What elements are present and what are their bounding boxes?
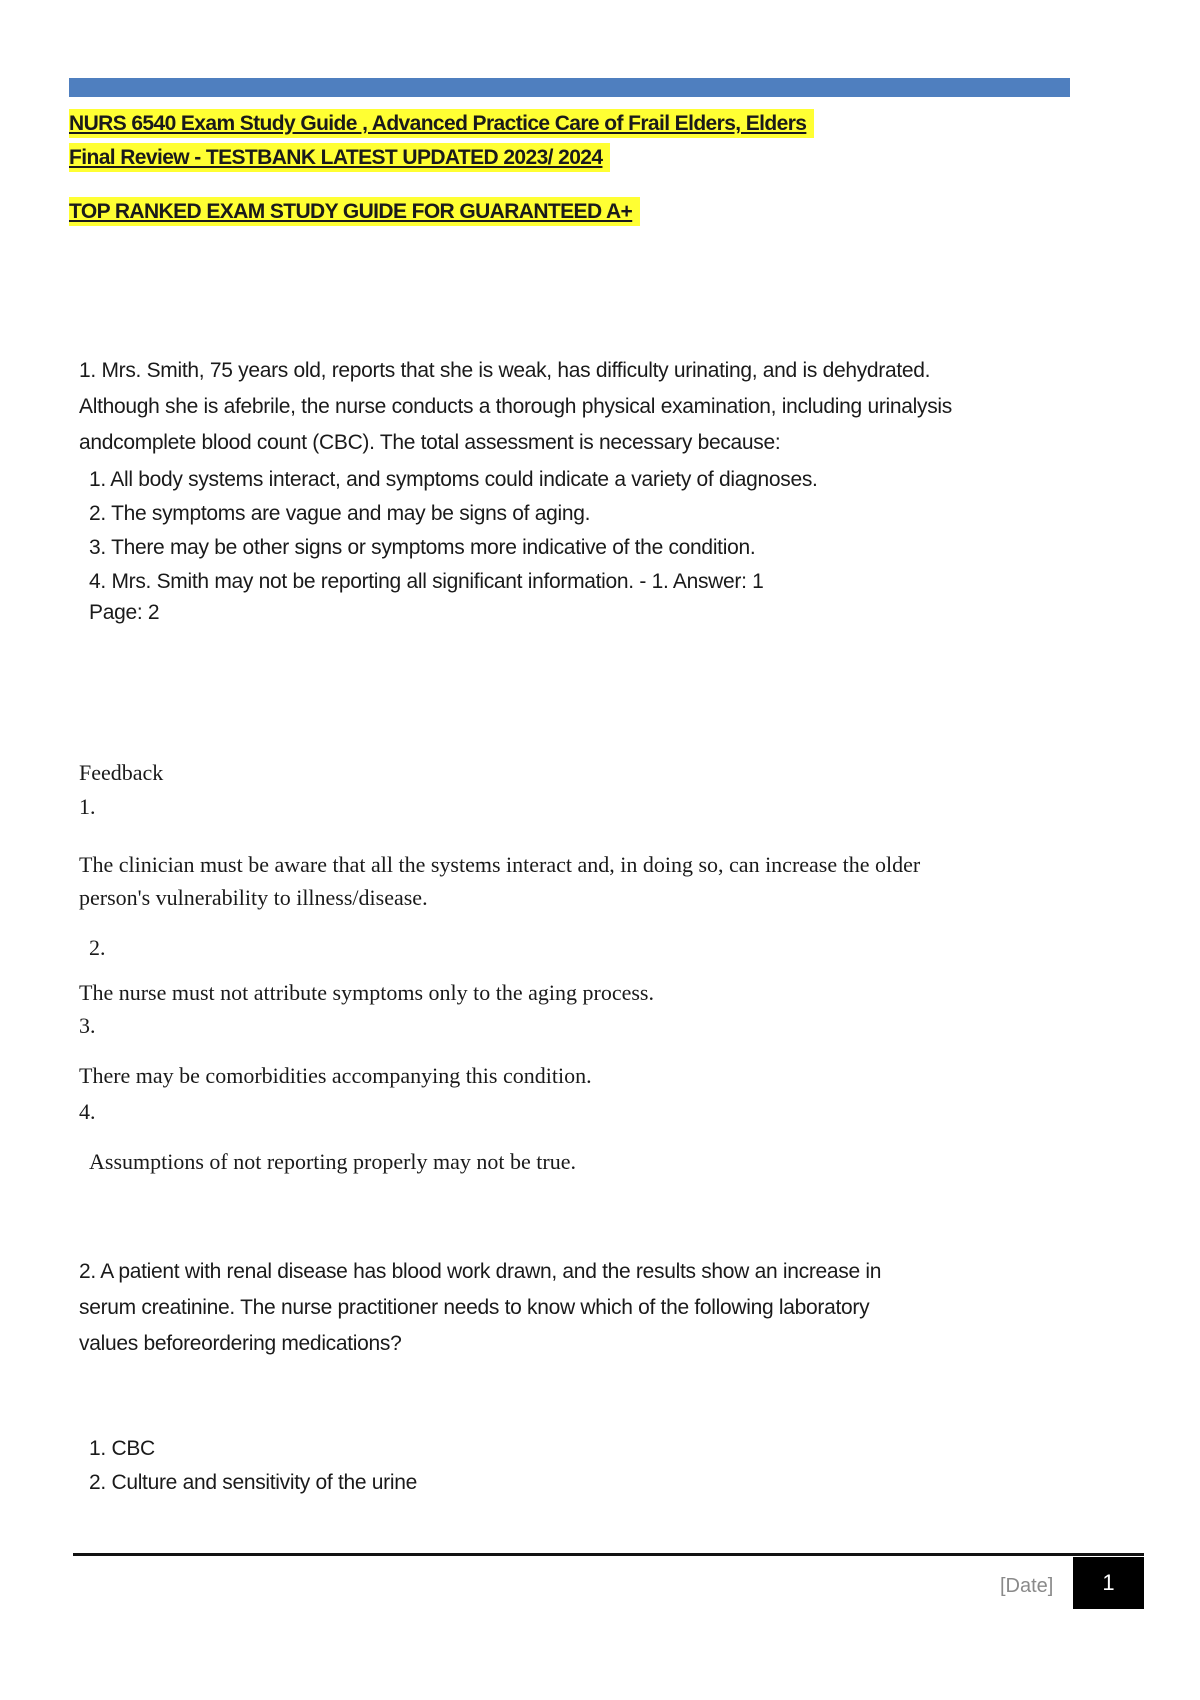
document-subtitle	[69, 197, 640, 226]
question-1-stem-line: 1. Mrs. Smith, 75 years old, reports that she is weak, has difficulty urinating, and is dehydrated.	[79, 359, 931, 382]
header-color-bar	[69, 78, 1070, 97]
feedback-text: There may be comorbidities accompanying this condition.	[79, 1063, 592, 1088]
feedback-number: 1.	[79, 794, 96, 819]
title-line-1: NURS 6540 Exam Study Guide , Advanced Practice Care of Frail Elders, Elders	[69, 109, 814, 138]
question-1-option: 4. Mrs. Smith may not be reporting all significant information. - 1. Answer: 1	[89, 570, 764, 593]
feedback-number: 3.	[79, 1013, 96, 1038]
question-2-stem-line: values beforeordering medications?	[79, 1332, 402, 1355]
document-title	[69, 109, 814, 172]
feedback-text-line: person's vulnerability to illness/disease.	[79, 885, 428, 910]
question-2-option: 1. CBC	[89, 1437, 155, 1460]
page-number-badge	[1073, 1557, 1144, 1609]
feedback-text-line: The clinician must be aware that all the systems interact and, in doing so, can increase the older	[79, 852, 921, 877]
question-2-stem-line: serum creatinine. The nurse practitioner needs to know which of the following laboratory	[79, 1296, 870, 1319]
question-1-options	[89, 463, 818, 599]
question-1-stem	[79, 353, 952, 461]
feedback-number: 4.	[79, 1099, 96, 1124]
question-2-option: 2. Culture and sensitivity of the urine	[89, 1471, 417, 1494]
title-line-2: Final Review - TESTBANK LATEST UPDATED 2023/ 2024	[69, 143, 610, 172]
question-1-page-ref: Page: 2	[89, 601, 160, 624]
question-1-option: 2. The symptoms are vague and may be signs of aging.	[89, 502, 591, 525]
question-1-stem-line: andcomplete blood count (CBC). The total assessment is necessary because:	[79, 431, 781, 454]
question-2-stem-line: 2. A patient with renal disease has blood work drawn, and the results show an increase in	[79, 1260, 882, 1283]
feedback-text	[79, 848, 920, 914]
footer-divider	[73, 1553, 1144, 1556]
question-1-stem-line: Although she is afebrile, the nurse conducts a thorough physical examination, including urinalysis	[79, 395, 952, 418]
question-1-option: 3. There may be other signs or symptoms more indicative of the condition.	[89, 536, 756, 559]
question-2-options	[89, 1432, 417, 1500]
question-1-option: 1. All body systems interact, and symptoms could indicate a variety of diagnoses.	[89, 468, 818, 491]
feedback-label: Feedback	[79, 760, 164, 785]
feedback-text: The nurse must not attribute symptoms only to the aging process.	[79, 980, 654, 1005]
feedback-text: Assumptions of not reporting properly may not be true.	[89, 1149, 576, 1174]
question-2-stem	[79, 1254, 881, 1362]
feedback-number: 2.	[89, 935, 106, 960]
subtitle-text: TOP RANKED EXAM STUDY GUIDE FOR GUARANTEED A+	[69, 197, 640, 226]
page-number: 1	[1102, 1570, 1115, 1595]
footer-date: [Date]	[1000, 1575, 1054, 1597]
